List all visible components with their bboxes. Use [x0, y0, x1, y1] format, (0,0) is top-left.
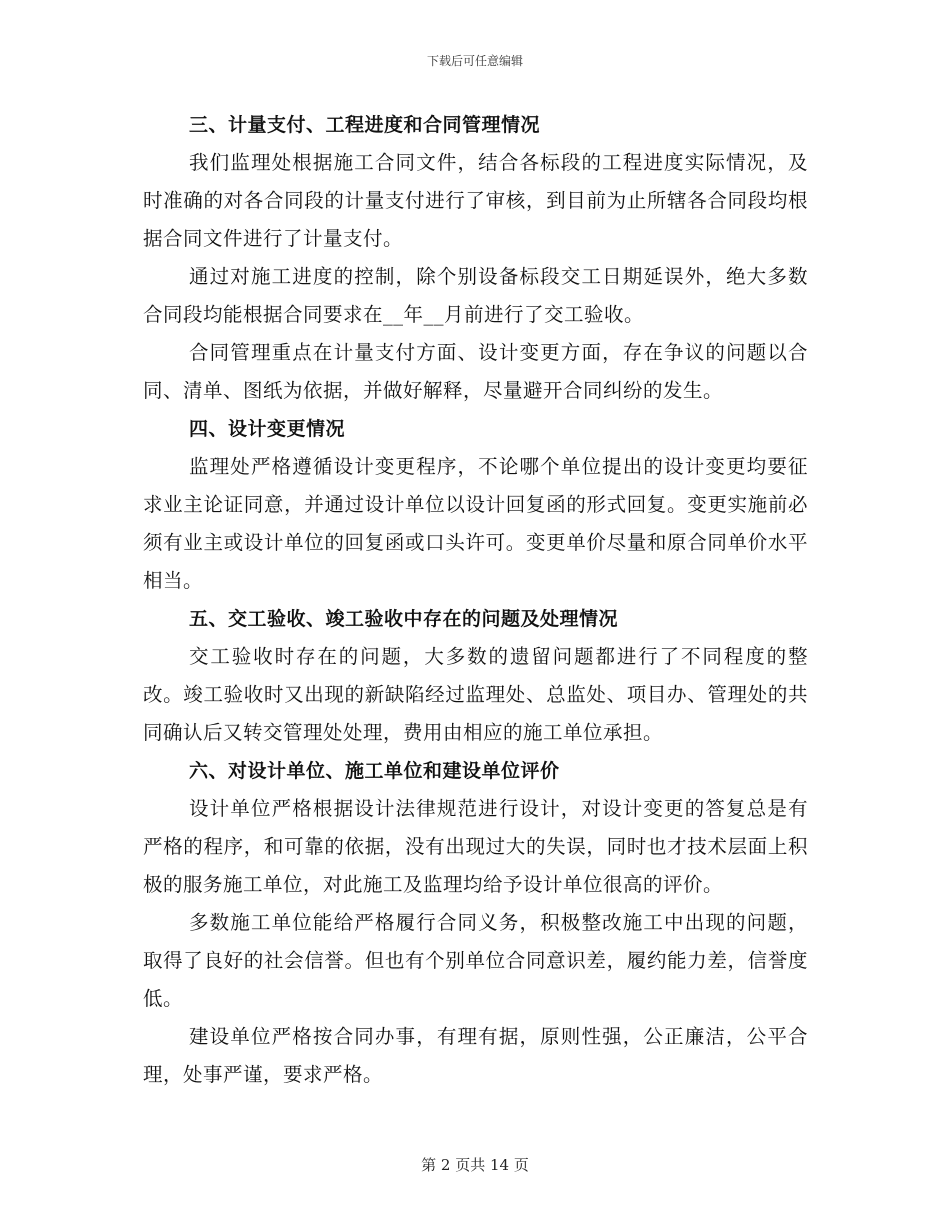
paragraph: 通过对施工进度的控制，除个别设备标段交工日期延误外，绝大多数合同段均能根据合同要求在__年__月前进行了交工验收。 — [143, 265, 808, 326]
section-heading: 六、对设计单位、施工单位和建设单位评价 — [189, 760, 560, 782]
document-body — [143, 106, 808, 1094]
section-heading: 四、设计变更情况 — [189, 418, 346, 440]
paragraph: 建设单位严格按合同办事，有理有据，原则性强，公正廉洁，公平合理，处事严谨，要求严格。 — [143, 1025, 808, 1086]
paragraph: 监理处严格遵循设计变更程序，不论哪个单位提出的设计变更均要征求业主论证同意，并通过设计单位以设计回复函的形式回复。变更实施前必须有业主或设计单位的回复函或口头许可。变更单价尽量和原合同单价水平相当。 — [143, 455, 808, 592]
paragraph: 设计单位严格根据设计法律规范进行设计，对设计变更的答复总是有严格的程序，和可靠的依据，没有出现过大的失误，同时也才技术层面上积极的服务施工单位，对此施工及监理均给予设计单位很高的评价。 — [143, 797, 808, 896]
page-footer: 第 2 页共 14 页 — [421, 1156, 529, 1174]
section-design-changes — [143, 410, 808, 600]
section-heading: 五、交工验收、竣工验收中存在的问题及处理情况 — [189, 608, 619, 630]
paragraph: 合同管理重点在计量支付方面、设计变更方面，存在争议的问题以合同、清单、图纸为依据，并做好解释，尽量避开合同纠纷的发生。 — [143, 341, 808, 402]
paragraph: 交工验收时存在的问题，大多数的遗留问题都进行了不同程度的整改。竣工验收时又出现的新缺陷经过监理处、总监处、项目办、管理处的共同确认后又转交管理处处理，费用由相应的施工单位承担。 — [143, 645, 808, 744]
section-heading: 三、计量支付、工程进度和合同管理情况 — [189, 114, 541, 136]
page-header: 下载后可任意编辑 — [426, 54, 523, 68]
paragraph: 我们监理处根据施工合同文件，结合各标段的工程进度实际情况，及时准确的对各合同段的计量支付进行了审核，到目前为止所辖各合同段均根据合同文件进行了计量支付。 — [143, 151, 808, 250]
section-unit-evaluation — [143, 752, 808, 1094]
section-acceptance-issues — [143, 600, 808, 752]
paragraph: 多数施工单位能给严格履行合同义务，积极整改施工中出现的问题，取得了良好的社会信誉。但也有个别单位合同意识差，履约能力差，信誉度低。 — [143, 911, 808, 1010]
section-metering-progress-contract — [143, 106, 808, 410]
